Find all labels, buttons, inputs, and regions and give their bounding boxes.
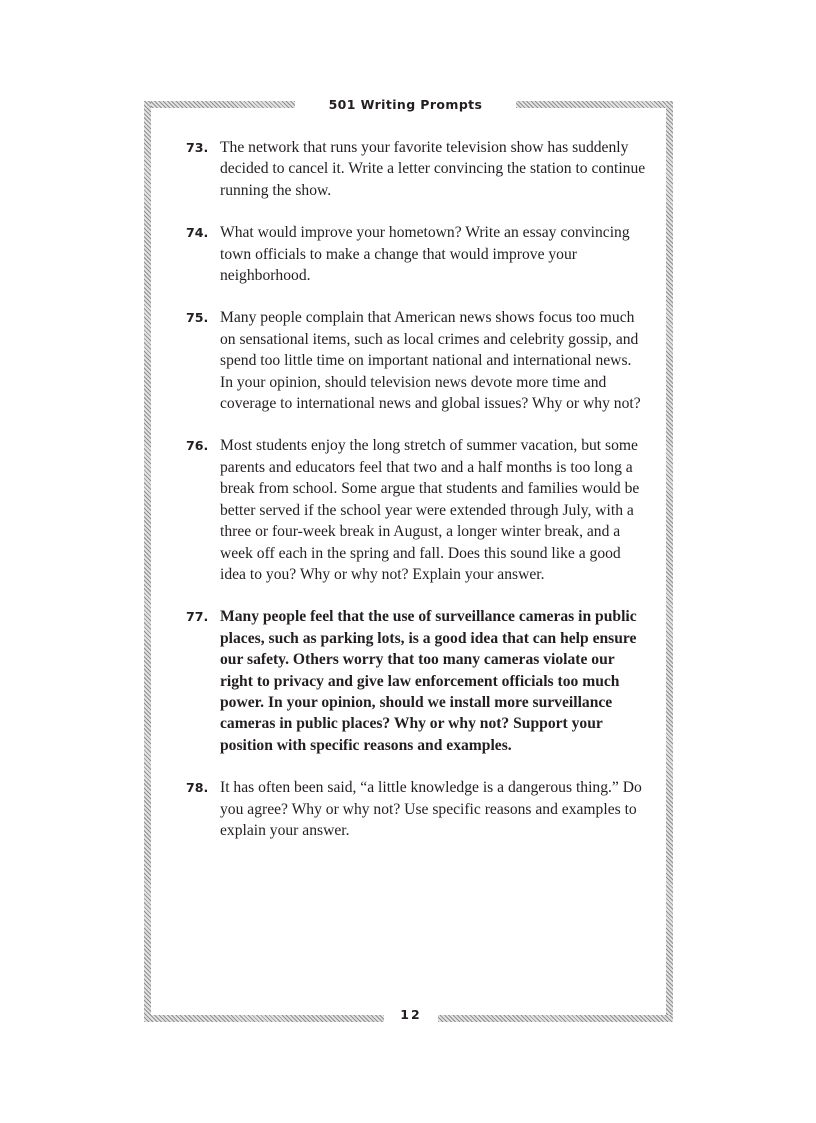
prompt-text: Many people complain that American news shows focus too much on sensational items, such as local crimes and celebrity gossip, and spend too little time on important national and international news. In your opinion, should television news devote more time and coverage to international news and global issues? Why or why not? xyxy=(220,309,641,413)
border-bottom-left xyxy=(144,1015,384,1022)
prompt-text: Most students enjoy the long stretch of summer vacation, but some parents and educators feel that two and a half months is too long a break from school. Some argue that students and families would be better served if the school year were extended through July, with a three or four-week break in August, a longer winter break, and a week off each in the spring and fall. Does this sound like a good idea to you? Why or why not? Explain your answer. xyxy=(220,437,640,583)
prompt-item-highlighted xyxy=(186,606,646,756)
border-left xyxy=(144,101,151,1022)
running-head: 501 Writing Prompts xyxy=(328,97,483,112)
border-top-right xyxy=(516,101,673,108)
prompt-list xyxy=(186,137,646,862)
prompt-text: Many people feel that the use of surveillance cameras in public places, such as parking lots, is a good idea that can help ensure our safety. Others worry that too many cameras violate our right to privacy and give law enforcement officials too much power. In your opinion, should we install more surveillance cameras in public places? Why or why not? Support your position with specific reasons and examples. xyxy=(220,608,637,754)
border-right xyxy=(666,101,673,1022)
prompt-text: It has often been said, “a little knowledge is a dangerous thing.” Do you agree? Why or why not? Use specific reasons and examples to explain your answer. xyxy=(220,779,642,839)
prompt-number: 78. xyxy=(186,780,209,796)
prompt-number: 76. xyxy=(186,438,209,454)
prompt-number: 73. xyxy=(186,140,209,155)
prompt-text: What would improve your hometown? Write an essay convincing town officials to make a change that would improve your neighborhood. xyxy=(220,224,630,285)
prompt-item xyxy=(186,137,646,201)
prompt-item xyxy=(186,222,646,286)
prompt-text: The network that runs your favorite television show has suddenly decided to cancel it. Write a letter convincing the station to continue running the show. xyxy=(220,139,646,199)
prompt-number: 77. xyxy=(186,609,209,625)
border-top-left xyxy=(144,101,295,108)
prompt-number: 74. xyxy=(186,225,209,241)
page-number: 12 xyxy=(400,1007,422,1022)
prompt-item xyxy=(186,435,646,585)
prompt-number: 75. xyxy=(186,310,209,326)
prompt-item xyxy=(186,777,646,841)
border-bottom-right xyxy=(438,1015,673,1022)
prompt-item xyxy=(186,307,646,414)
